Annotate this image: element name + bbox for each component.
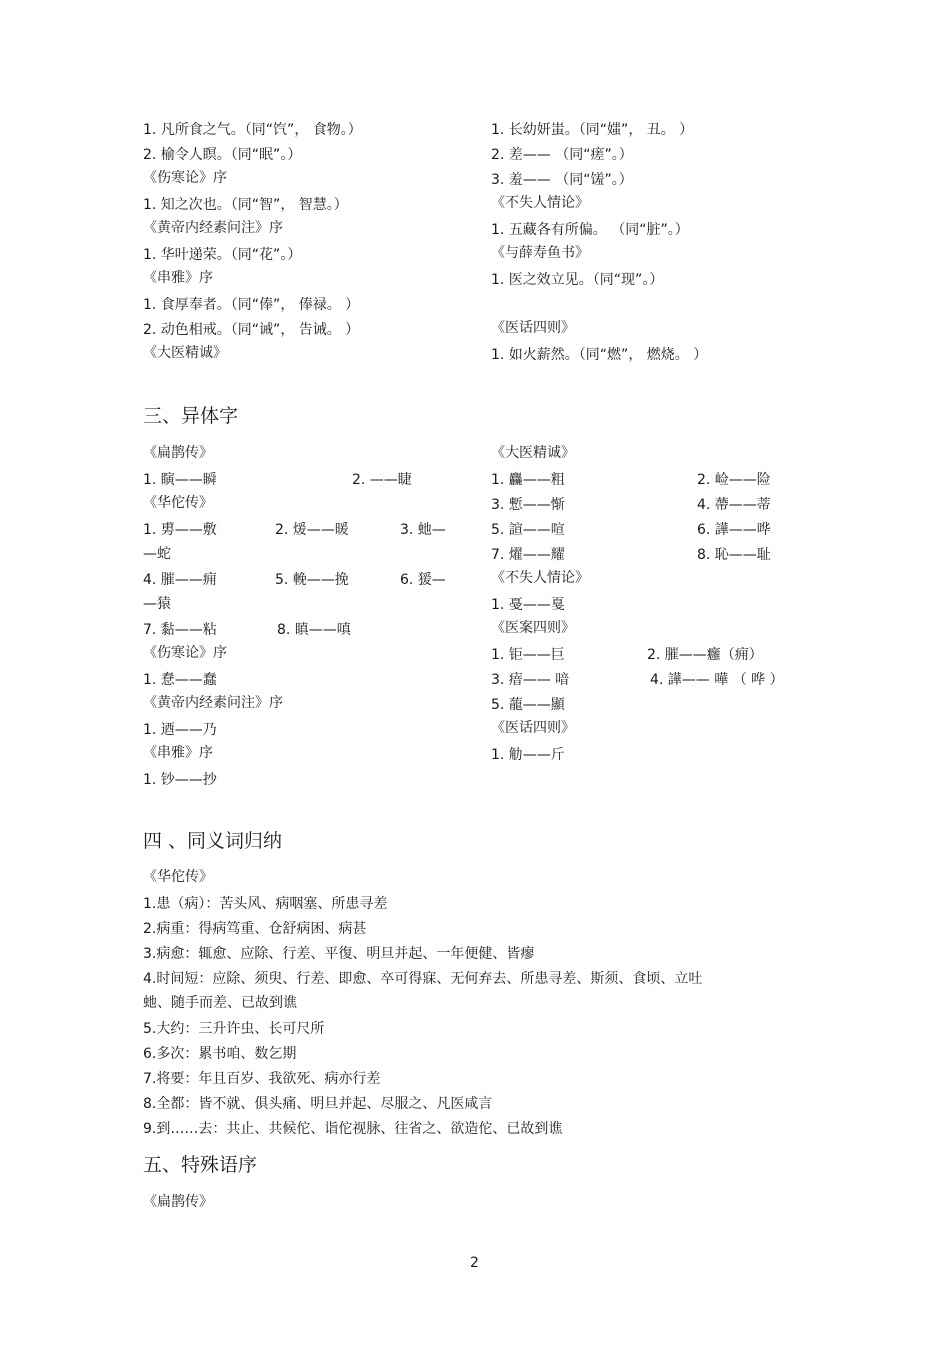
text-line: 1. 凡所食之气。（同“饩”， 食物。） [143, 122, 362, 138]
text-line: 2. 崄——险 [697, 472, 771, 488]
text-line: 2.病重：得病笃重、仓舒病困、病甚 [143, 921, 367, 937]
text-line: 1. 觔——斤 [491, 747, 565, 763]
text-line: 7. 黏——粘 [143, 622, 217, 638]
text-line: —蛇 [143, 546, 171, 562]
text-line: 2. 差—— （同“瘥”。） [491, 147, 633, 163]
page-number: 2 [470, 1255, 479, 1271]
text-line: 3.病愈：辄愈、应除、行差、平復、明旦并起、一年便健、皆瘳 [143, 946, 535, 962]
book-title: 《伤寒论》序 [143, 170, 227, 186]
book-title: 《华佗传》 [143, 869, 213, 885]
text-line: 4. 蔕——蒂 [697, 497, 771, 513]
text-line: 1. 钞——抄 [143, 772, 217, 788]
text-line: 1. 食厚奉者。（同“俸”， 俸禄。 ） [143, 297, 360, 313]
book-title: 《大医精诚》 [143, 345, 227, 361]
book-title: 《黄帝内经素问注》序 [143, 695, 283, 711]
text-line: 1. 钜——巨 [491, 647, 565, 663]
book-title: 《医话四则》 [491, 320, 575, 336]
text-line: 5.大约：三升许虫、长可尺所 [143, 1021, 325, 1037]
text-line: 3. 羞—— （同“馐”。） [491, 172, 633, 188]
section-heading-variant-characters: 三、异体字 [143, 405, 239, 427]
text-line: 9.到……去：共止、共候佗、诣佗视脉、往省之、欲造佗、已故到谯 [143, 1121, 563, 1137]
text-line: 6. 猨— [400, 572, 446, 588]
book-title: 《扁鹊传》 [143, 445, 213, 461]
text-line: 2. ——睫 [352, 472, 412, 488]
text-line: 1. 长幼妍蚩。（同“媸”， 丑。 ） [491, 122, 694, 138]
section-heading-synonyms: 四 、同义词归纳 [143, 830, 283, 852]
book-title: 《医话四则》 [491, 720, 575, 736]
text-line: 1. 戞——戛 [491, 597, 565, 613]
text-line: 2. 动色相戒。（同“诫”， 告诫。 ） [143, 322, 360, 338]
text-line: 1. 知之次也。（同“智”， 智慧。） [143, 197, 348, 213]
text-line: 8. 恥——耻 [697, 547, 771, 563]
text-line: 1. 瞚——瞬 [143, 472, 217, 488]
text-line: 1. 旉——敷 [143, 522, 217, 538]
book-title: 《黄帝内经素问注》序 [143, 220, 283, 236]
text-line: —猿 [143, 596, 171, 612]
text-line: 3. 虵— [400, 522, 446, 538]
text-line: 7.将要：年且百岁、我欲死、病亦行差 [143, 1071, 381, 1087]
book-title: 《医案四则》 [491, 620, 575, 636]
text-line: 3. 瘖—— 喑 [491, 672, 570, 688]
text-line: 5. 輓——挽 [275, 572, 349, 588]
text-line: 1. 医之效立见。（同“现”。） [491, 272, 664, 288]
text-line: 4. 膗——痈 [143, 572, 217, 588]
book-title: 《大医精诚》 [491, 445, 575, 461]
text-line: 1. 华叶递荣。（同“花”。） [143, 247, 302, 263]
text-line: 2. 榆令人瞑。（同“眠”。） [143, 147, 302, 163]
book-title: 《与薛寿鱼书》 [491, 245, 589, 261]
text-line: 1. 迺——乃 [143, 722, 217, 738]
text-line: 2. 膗——癰（痈） [647, 647, 763, 663]
text-line: 1.患（病）：苦头风、病咽塞、所患寻差 [143, 896, 388, 912]
text-line: 1. 麤——粗 [491, 472, 565, 488]
text-line: 6.多次：累书咱、数乞期 [143, 1046, 297, 1062]
text-line: 8. 瞋——嗔 [277, 622, 351, 638]
text-line: 虵、随手而差、已故到谯 [143, 995, 297, 1011]
text-line: 8.全都：皆不就、俱头痛、明旦并起、尽服之、凡医咸言 [143, 1096, 493, 1112]
book-title: 《扁鹊传》 [143, 1194, 213, 1210]
section-heading-special-word-order: 五、特殊语序 [143, 1154, 258, 1176]
text-line: 3. 慙——惭 [491, 497, 565, 513]
text-line: 4. 譁—— 嘩 （ 哗 ） [650, 672, 784, 688]
book-title: 《华佗传》 [143, 495, 213, 511]
book-title: 《串雅》序 [143, 270, 213, 286]
book-title: 《串雅》序 [143, 745, 213, 761]
text-line: 7. 燿——耀 [491, 547, 565, 563]
text-line: 6. 譁——哗 [697, 522, 771, 538]
text-line: 1. 惷——蠢 [143, 672, 217, 688]
text-line: 2. 煖——暖 [275, 522, 349, 538]
book-title: 《伤寒论》序 [143, 645, 227, 661]
text-line: 4.时间短：应除、须臾、行差、即愈、卒可得寐、无何弃去、所患寻差、斯须、食顷、立吐 [143, 971, 703, 987]
text-line: 1. 如火薪然。（同“燃”， 燃烧。 ） [491, 347, 708, 363]
book-title: 《不失人情论》 [491, 570, 589, 586]
text-line: 5. 諠——喧 [491, 522, 565, 538]
text-line: 1. 五藏各有所偏。 （同“脏”。） [491, 222, 689, 238]
text-line: 5. 蘢——顯 [491, 697, 565, 713]
book-title: 《不失人情论》 [491, 195, 589, 211]
